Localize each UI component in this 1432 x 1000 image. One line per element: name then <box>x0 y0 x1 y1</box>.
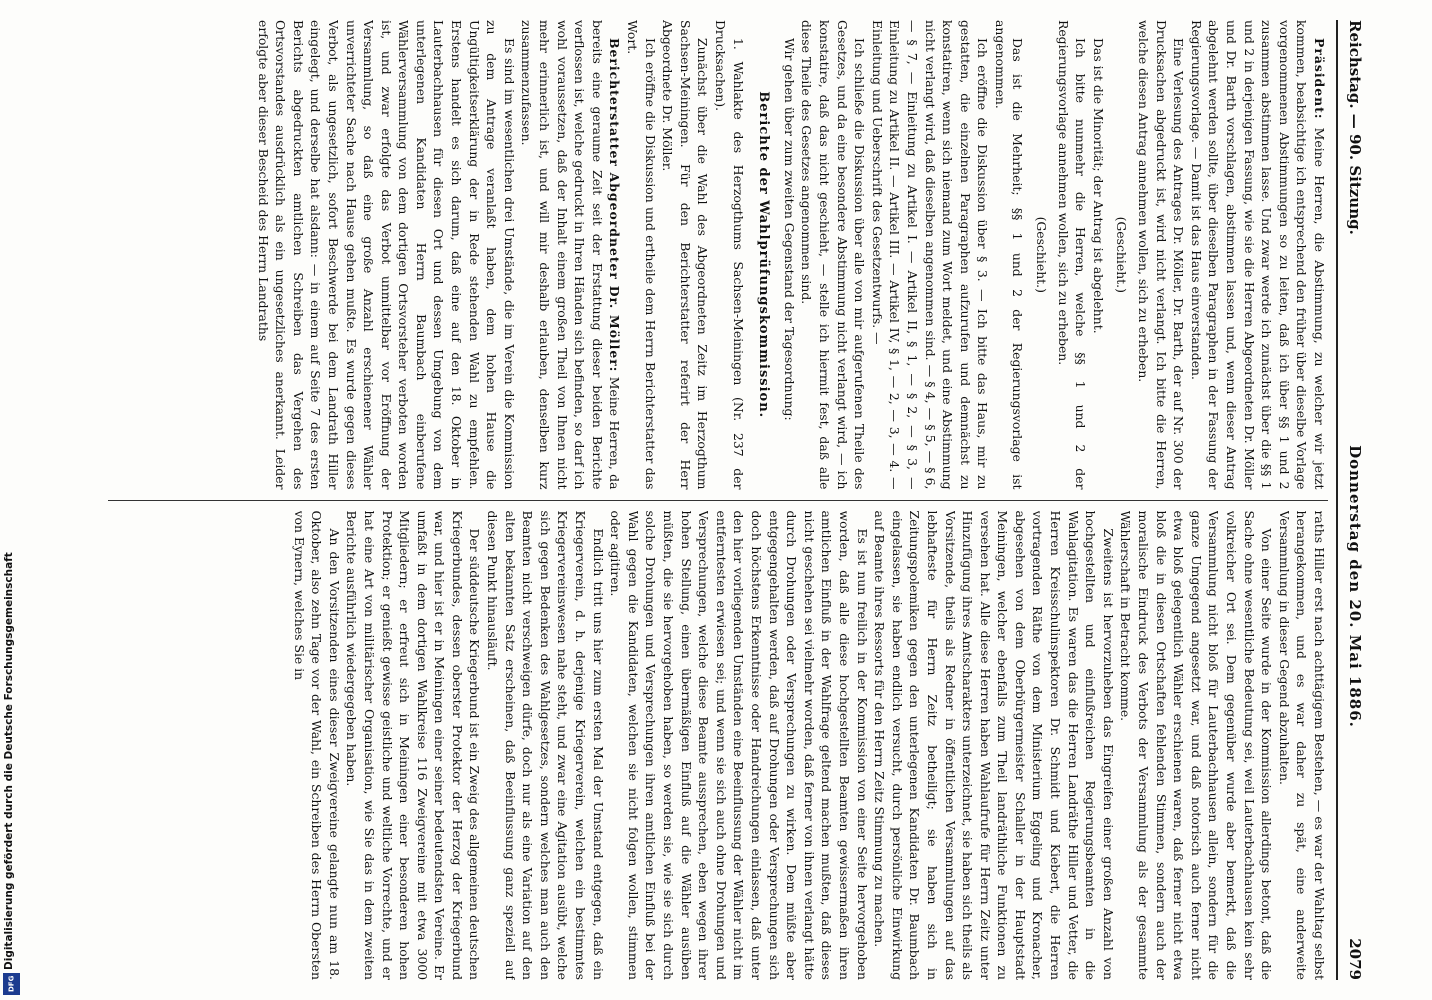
dfg-logo-icon <box>3 973 20 995</box>
speech-paragraph <box>1187 20 1328 490</box>
paragraph: Es sind im wesentlichen drei Umstände, die im Verein die Kommission zu dem Antrage veranlaßt haben, dem hohen Hause die Ungültigkeitserklärung der in Rede stehenden Wahl zu empfehlen. Erstens handelt es sich darum, daß eine auf den 18. Oktober in Lauterbachhausen für diesen Ort und dessen Umgebung von dem unterlegenen Kandidaten Herrn Baumbach einberufene Wählerversammlung von dem dortigen Ortsvorsteher verboten worden ist, und zwar erfolgte das Verbot unmittelbar vor Eröffnung der Versammlung, so daß eine große Anzahl erschienener Wähler unverrichteter Sache nach Hause gehen mußte. Es wurde gegen dieses Verbot, als ungesetzlich, sofort Beschwerde bei dem Landrath Hiller eingelegt, und derselbe hat alsdann: — in einem auf Seite 7 des ersten Berichts abgedruckten amtlichen Schreiben das Vergehen des Ortsvorstandes ausdrücklich als ein ungesetzliches anerkannt. Leider erfolgte aber dieser Bescheid des Herrn Landraths <box>255 20 517 490</box>
header-session: Reichstag. — 90. Sitzung. <box>1346 20 1364 235</box>
section-heading: Berichte der Wahlprüfungskommission. <box>756 91 772 419</box>
column-divider <box>108 500 1328 501</box>
paragraph: Ich eröffne die Diskussion über § 3. — Ich bitte das Haus, mir zu gestatten, die einzelnen Paragraphen aufzurufen und demnächst zu konstatiren, wenn sich niemand zum Wort meldet, und eine Abstimmung nicht verlangt wird, daß dieselben angenommen sind. — § 4, — § 5, — § 6, — § 7, — Einleitung zu Artikel I. — Artikel II, § 1, — § 2, — § 3, — Einleitung zu Artikel II. — Artikel III. — Artikel IV, § 1, — 2, — 3, — 4. — Einleitung und Ueberschrift des Gesetzentwurfs. — <box>869 20 991 490</box>
paragraph: raths Hiller erst nach achttägigem Bestehen, — es war der Wahltag selbst herangekommen, und es war daher zu spät, eine anderweite Versammlung in dieser Gegend abzuhalten. <box>1276 510 1327 980</box>
paragraph: Von einer Seite wurde in der Kommission allerdings betont, daß die Sache ohne wesentliche Bedeutung sei, weil Lauterbachhausen kein sehr volkreicher Ort sei. Dem gegenüber wurde aber bemerkt, daß die Versammlung nicht bloß für Lauterbachhausen allein, sondern für die ganze Umgegend angesetzt war, und daß notorisch auch ferner nicht etwa bloß gelegentlich Wähler erschienen waren, daß ferner nicht etwa bloß die in diesen Ortschaften fehlenden Stimmen, sondern auch der moralische Eindruck des Verbots der Versammlung als der gesammte Wählerschaft in Betracht komme. <box>1118 510 1275 980</box>
paragraph: Wir gehen über zum zweiten Gegenstand der Tagesordnung: <box>781 38 797 421</box>
header-date: Donnerstag den 20. Mai 1886. <box>1346 445 1364 728</box>
paragraph: Zweitens ist hervorzuheben das Eingreifen einer großen Anzahl von hochgestellten und einflußreichen Regierungsbeamten in die Wahlagitation. Es waren das die Herren Landräthe Hiller und Vetter, die Herren Kreisschulinspektoren Dr. Schmidt und Kiebert, die Herren vortragenden Räthe von dem Ministerium Eggeling und Kronacher, abgesehen von dem Oberbürgermeister Schaller in der Hauptstadt Meiningen, welcher ebenfalls zum Theil landräthliche Funktionen zu versehen hat. Alle diese Herren haben Wahlaufrufe für Herrn Zeitz unter Hinzufügung ihres Amtscharakters unterzeichnet, sie haben sich theils als Vorsitzende, theils als Redner in öffentlichen Versammlungen auf das lebhafteste für Herrn Zeitz betheiligt; sie haben sich in Zeitungspolemiken gegen den unterlegenen Kandidaten Dr. Baumbach eingelassen, sie haben endlich versucht, durch persönliche Einwirkung auf Beamte ihres Ressorts für den Herrn Zeitz Stimmung zu machen. <box>872 510 1116 980</box>
paragraph: Der süddeutsche Kriegerbund ist ein Zweig des allgemeinen deutschen Kriegerbundes, dessen oberster Protektor der Herzog der Kriegerbund war, und hier ist er in Meiningen einer seiner bedeutendsten Vereine. Er umfaßt in dem dortigen Wahlkreise 116 Zweigvereine mit etwa 3000 Mitgliedern; er erfreut sich in Meiningen einer besonderen hohen Protektion; er genießt gewisse geistliche und weltliche Vorrechte, und er hat eine Art von militärischer Organisation, wie Sie das in dem zweiten Berichte ausführlich wiedergegeben haben. <box>344 510 483 980</box>
paragraph: 1. Wahlakte des Herzogthums Sachsen-Meiningen (Nr. 237 der Drucksachen). <box>713 20 746 490</box>
text-columns <box>108 20 1328 980</box>
paragraph: Es ist nun freilich in der Kommission von einer Seite hervorgehoben worden, daß alle diese hochgestellten Beamten gewissermaßen ihren amtlichen Einfluß in der Wahlfrage geltend machen mußten, daß dieses nicht geschehen sei vielmehr worden, daß ferner von ihnen verlangt hätte durch Drohungen oder Versprechungen zu wirken. Dem müßte aber entgegengehalten werden, daß auf Drohungen oder Versprechungen sich doch höchstens Erkenntnisse oder Handreichungen einlassen, daß unter den hier vorliegenden Umständen eine Beeinflussung der Wähler nicht im entferntesten erwiesen sei; und wenn sie sich auch ohne Drohungen und Versprechungen, welche diese Beamte aussprechen, eben wegen ihrer hohen Stellung, einen übermäßigen Einfluß auf die Wähler ausüben müßten, die sie hervorgehoben haben, so werden sie, wie sie sich durch solche Drohungen und Versprechungen ihren amtlichen Einfluß bei der Wahl gegen die Kandidaten, welchen sie nicht folgen wollen, stimmen oder agitiren. <box>608 510 870 980</box>
paragraph: An den Vorsitzenden eines dieser Zweigvereine gelangte nun am 18. Oktober, also zehn Tage vor der Wahl, ein Schreiben des Herrn Obersten von Eynern, welches Sie in <box>291 510 342 980</box>
stage-direction: (Geschieht.) <box>1034 216 1050 293</box>
speaker-name: Präsident: <box>1312 38 1327 120</box>
stage-direction: (Geschieht.) <box>1114 216 1130 293</box>
rotated-newspaper-page <box>102 20 1372 980</box>
right-column <box>108 511 1328 981</box>
paragraph: Endlich tritt uns hier zum ersten Mal der Umstand entgegen, daß ein Kriegerverein, d. h. derjenige Kriegerverein, welchen ein bestimmtes Kriegervereinswesen nahe steht, und zwar eine Agitation ausübt, welche sich gegen Bedenken des Wahlgesetzes, sondern welches man auch den Beamten nicht verschweigen dürfe, doch nur als eine Variation auf den alten bekannten Satz erscheinen, daß Beeinflussung ganz speziell auf diesen Punkt hinausläuft. <box>485 510 606 980</box>
digitization-credit: Digitalisierung gefördert durch die Deutsche Forschungsgemeinschaft <box>3 552 15 970</box>
paragraph: Zunächst über die Wahl des Abgeordneten Zeitz im Herzogthum Sachsen-Meiningen. Für den Berichterstatter referirt der Herr Abgeordnete Dr. Möller. <box>660 20 711 490</box>
digitization-sidebar <box>0 0 24 1000</box>
speech-paragraph <box>518 20 624 490</box>
dfg-logo-text: DFG <box>7 975 16 993</box>
paragraph: Ich bitte nunmehr die Herren, welche §§ 1 und 2 der Regierungsvorlage annehmen wollen, sich zu erheben. <box>1055 20 1089 490</box>
speech-text: Meine Herren, da bereits eine geraume Zeit seit der Erstattung dieser beiden Berichte verflossen ist, welche gedruckt in Ihren Händen sich befinden, so darf ich wohl voraussetzen, daß der Inhalt einem großen Theil von Ihnen nicht mehr erinnerlich ist, und will mir deshalb erlauben, denselben kurz zusammenzufassen. <box>519 20 623 490</box>
speaker-name: Berichterstatter Abgeordneter Dr. Möller: <box>607 38 623 373</box>
speech-text: Meine Herren, die Abstimmung, zu welcher wir jetzt kommen, beabsichtige ich entsprechend den früher über dieselbe Vorlage vorgenommenen Abstimmungen so zu leiten, daß ich über §§ 1 und 2 zusammen abstimmen lasse. Und zwar werde ich zunächst über die §§ 1 und 2 in derjenigen Fassung, wie sie die Herren Abgeordneten Dr. Möller und Dr. Barth vorschlagen, abstimmen lassen und, wenn dieser Antrag abgelehnt werden sollte, über dieselben Paragraphen in der Fassung der Regierungsvorlage. — Damit ist das Haus einverstanden. <box>1188 20 1327 490</box>
paragraph: Ich eröffne die Diskussion und ertheile dem Herrn Berichterstatter das Wort. <box>625 20 658 490</box>
paragraph: Das ist die Minorität; der Antrag ist abgelehnt. <box>1090 38 1106 334</box>
page-number: 2079 <box>1346 938 1364 980</box>
paragraph: Ich schließe die Diskussion über alle von mir aufgerufenen Theile des Gesetzes, und da eine besondere Abstimmung nicht verlangt wird, — ich konstatire, daß das nicht geschieht, — stelle ich hiermit fest, daß alle diese Theile des Gesetzes angenommen sind. <box>799 20 868 490</box>
page-header <box>1336 20 1372 980</box>
paragraph: Das ist die Mehrheit; §§ 1 und 2 der Regierungsvorlage ist angenommen. <box>992 20 1026 490</box>
left-column <box>108 20 1328 490</box>
paragraph: Eine Verlesung des Antrages Dr. Möller, Dr. Barth, der auf Nr. 300 der Drucksachen abgedruckt ist, wird nicht verlangt. Ich bitte die Herren, welche diesen Antrag annehmen wollen, sich zu erheben. <box>1136 20 1187 490</box>
